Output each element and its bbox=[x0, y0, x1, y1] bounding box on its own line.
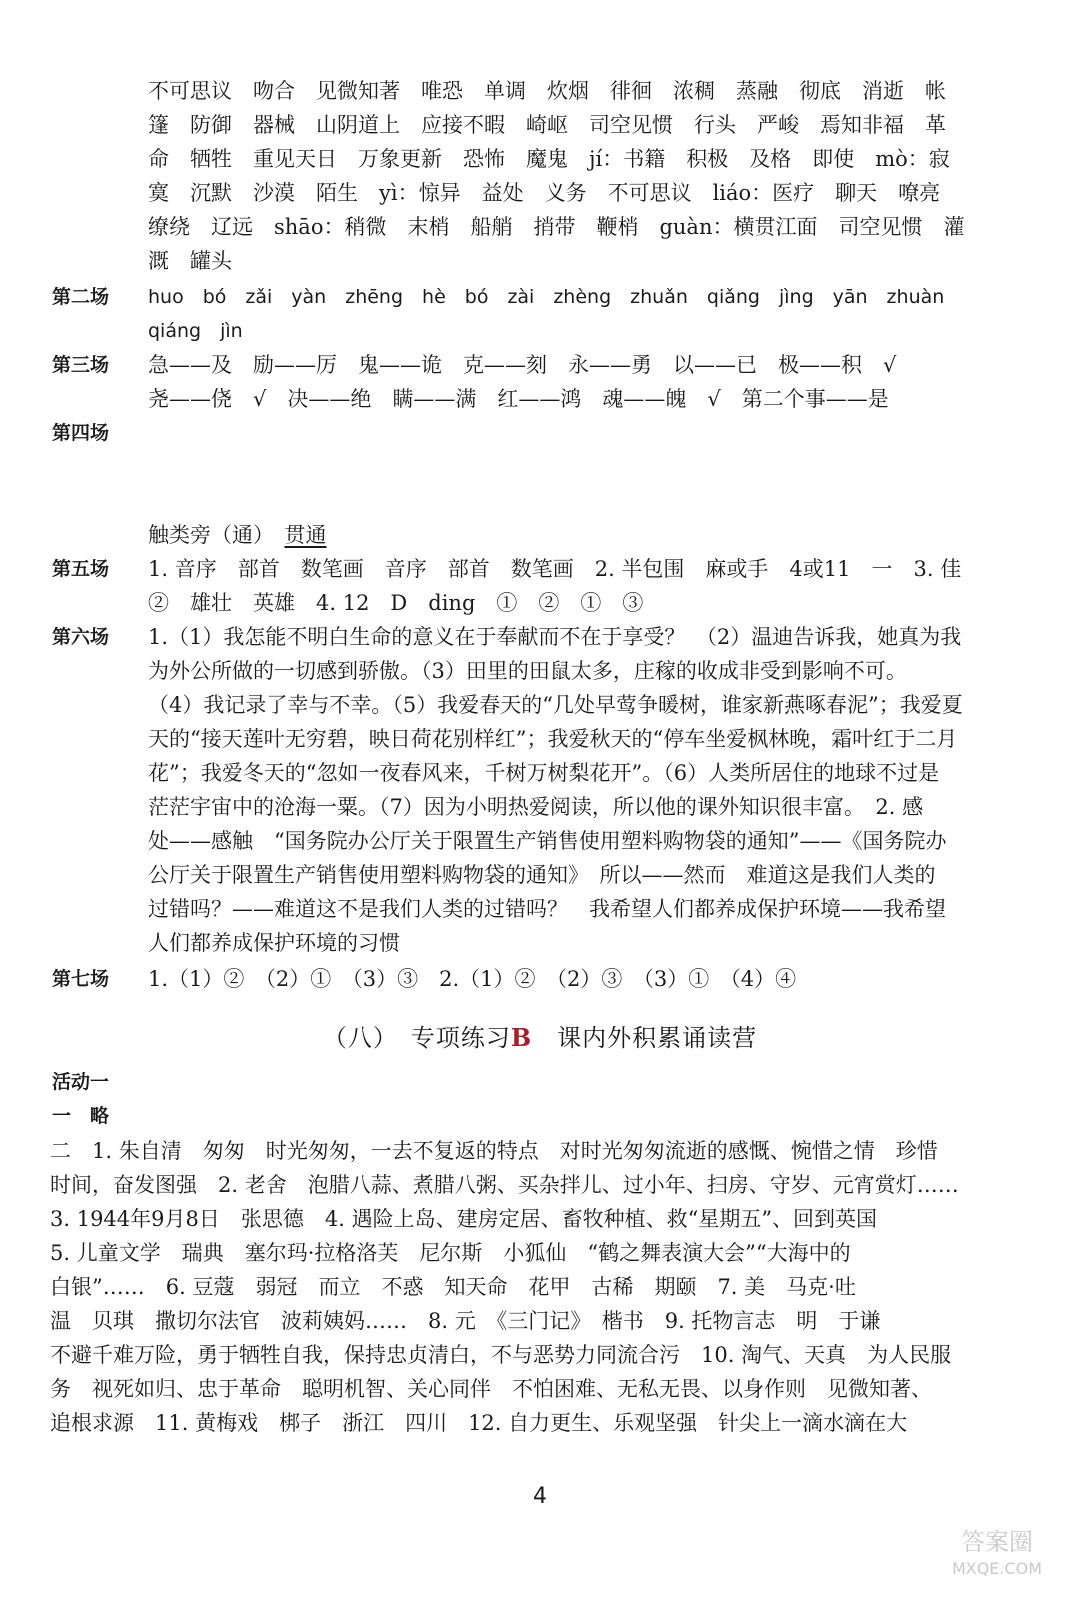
text-line: 人们都养成保护环境的习惯 bbox=[148, 931, 400, 955]
watermark-title: 答案圈 bbox=[961, 1528, 1033, 1556]
letter-b: B bbox=[510, 1023, 533, 1052]
pinyin-line: huo bó zǎi yàn zhēng hè bó zài zhèng zhuǎn qiǎng jìng yān zhuàn bbox=[148, 286, 945, 308]
text-line: 时间，奋发图强 2. 老舍 泡腊八蒜、煮腊八粥、买杂拌儿、过小年、扫房、守岁、元宵赏灯…… bbox=[50, 1173, 959, 1197]
text-line: 处——感触 “国务院办公厅关于限置生产销售使用塑料购物袋的通知”——《国务院办 bbox=[148, 829, 947, 853]
text-line: ② 雄壮 英雄 4. 12 D ding ① ② ① ③ bbox=[148, 591, 644, 615]
text-line: 追根求源 11. 黄梅戏 梆子 浙江 四川 12. 自力更生、乐观坚强 针尖上一滴水滴在大 bbox=[50, 1411, 908, 1435]
idiom-row bbox=[0, 450, 1080, 484]
idiom-row bbox=[0, 518, 1080, 552]
section-4 bbox=[0, 416, 1080, 450]
watermark-url: MXQE.COM bbox=[951, 1559, 1043, 1578]
text-line: 温 贝琪 撒切尔法官 波莉姨妈…… 8. 元 《三门记》 楷书 9. 托物言志 明 于谦 bbox=[50, 1309, 881, 1333]
text-line: 天的“接天莲叶无穷碧，映日荷花别样红”；我爱秋天的“停车坐爱枫林晚，霜叶红于二月 bbox=[148, 727, 958, 751]
idiom-row bbox=[0, 484, 1080, 518]
section-title: （八） 专项练习B 课内外积累诵读营 bbox=[322, 1023, 758, 1052]
text-line: 3. 1944年9月8日 张思德 4. 遇险上岛、建房定居、畜牧种植、救“星期五”、回到英国 bbox=[50, 1207, 878, 1231]
section-3: 第三场 急——及 励——厉 鬼——诡 克——刻 永——勇 以——已 极——积 √ bbox=[0, 348, 1080, 382]
text-line: qiáng jìn bbox=[148, 320, 243, 342]
activity-heading: 活动一 bbox=[52, 1071, 110, 1093]
section-5: 第五场 1. 音序 部首 数笔画 音序 部首 数笔画 2. 半包围 麻或手 4或11 一 3. 佳 bbox=[0, 552, 1080, 586]
section-label: 第四场 bbox=[52, 422, 110, 444]
text-line: 命 牺牲 重见天日 万象更新 恐怖 魔鬼 jí：书籍 积极 及格 即使 mò：寂 bbox=[148, 147, 950, 171]
watermark-logo bbox=[942, 1520, 1052, 1582]
text-line: 溉 罐头 bbox=[148, 249, 232, 273]
text-line: 为外公所做的一切感到骄傲。（3）田里的田鼠太多，庄稼的收成非受到影响不可。 bbox=[148, 659, 907, 683]
text-line: 花”；我爱冬天的“忽如一夜春风来，千树万树梨花开”。（6）人类所居住的地球不过是 bbox=[148, 761, 940, 785]
section-label: 第二场 bbox=[52, 286, 110, 308]
text-line: 务 视死如归、忠于革命 聪明机智、关心同伴 不怕困难、无私无畏、以身作则 见微知著、 bbox=[50, 1377, 932, 1401]
text-line: 公厅关于限置生产销售使用塑料购物袋的通知》 所以——然而 难道这是我们人类的 bbox=[148, 863, 936, 887]
section-label: 第六场 bbox=[52, 626, 110, 648]
idiom-item: 触类旁（通） 贯通 bbox=[148, 523, 327, 547]
part-one: 一 略 bbox=[52, 1105, 110, 1127]
text-line: 不避千难万险，勇于牺牲自我，保持忠贞清白，不与恶势力同流合污 10. 淘气、天真 为人民服 bbox=[50, 1343, 952, 1367]
section-6: 第六场 1.（1）我怎能不明白生命的意义在于奉献而不在于享受？ （2）温迪告诉我，她真为我 bbox=[0, 620, 1080, 654]
section-7: 第七场 1.（1）② （2）① （3）③ 2.（1）② （2）③ （3）① （4）④ bbox=[0, 962, 1080, 996]
text-line: 过错吗？——难道这不是我们人类的过错吗？ 我希望人们都养成保护环境——我希望 bbox=[148, 897, 946, 921]
text-line: 茫茫宇宙中的沧海一粟。（7）因为小明热爱阅读，所以他的课外知识很丰富。 2. 感 bbox=[148, 795, 924, 819]
section-label: 第七场 bbox=[52, 968, 110, 990]
section-label: 第五场 bbox=[52, 558, 110, 580]
page-number: 4 bbox=[533, 1484, 547, 1509]
text-line: 白银”…… 6. 豆蔻 弱冠 而立 不惑 知天命 花甲 古稀 期颐 7. 美 马克·吐 bbox=[50, 1275, 856, 1299]
text-line: 寞 沉默 沙漠 陌生 yì：惊异 益处 义务 不可思议 liáo：医疗 聊天 嘹亮 bbox=[148, 181, 941, 205]
text-line: 二 1. 朱自清 匆匆 时光匆匆，一去不复返的特点 对时光匆匆流逝的感慨、惋惜之情 珍惜 bbox=[50, 1139, 938, 1163]
text-line: 篷 防御 器械 山阴道上 应接不暇 崎岖 司空见惯 行头 严峻 焉知非福 革 bbox=[148, 113, 946, 137]
section-2 bbox=[0, 280, 1080, 314]
text-line: （4）我记录了幸与不幸。（5）我爱春天的“几处早莺争暖树，谁家新燕啄春泥”；我爱夏 bbox=[148, 693, 963, 717]
section-label: 第三场 bbox=[52, 354, 110, 376]
text-line: 缭绕 辽远 shāo：稍微 末梢 船艄 捎带 鞭梢 guàn：横贯江面 司空见惯 灌 bbox=[148, 215, 965, 239]
text-line: 尧——侥 √ 决——绝 瞒——满 红——鸿 魂——魄 √ 第二个事——是 bbox=[148, 387, 889, 411]
text-line: 5. 儿童文学 瑞典 塞尔玛·拉格洛芙 尼尔斯 小狐仙 “鹤之舞表演大会”“大海中的 bbox=[50, 1241, 851, 1265]
text-line: 不可思议 吻合 见微知著 唯恐 单调 炊烟 徘徊 浓稠 蒸融 彻底 消逝 帐 bbox=[148, 79, 946, 103]
